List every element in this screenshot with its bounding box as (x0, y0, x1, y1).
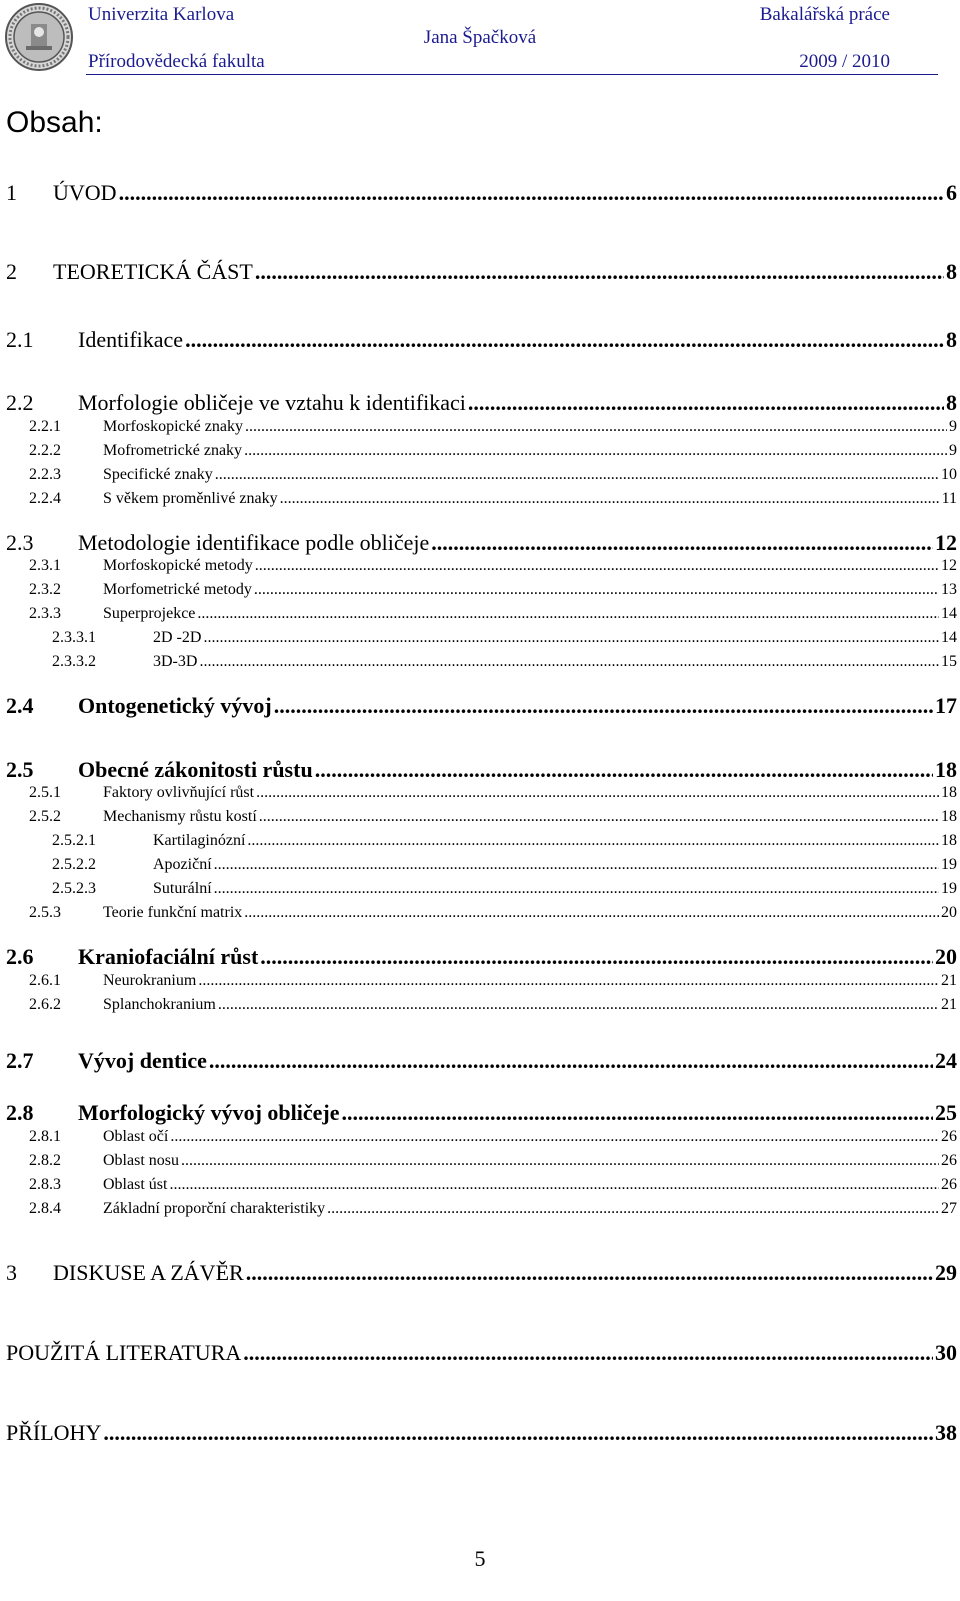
toc-entry-label: TEORETICKÁ ČÁST (53, 259, 253, 284)
toc-entry[interactable] (0, 557, 957, 581)
toc-entry-page: 12 (941, 557, 957, 574)
toc-entry-page: 18 (941, 808, 957, 825)
toc-entry-page: 26 (941, 1152, 957, 1169)
toc-entry-label: Morfologický vývoj obličeje (78, 1100, 340, 1125)
toc-leader-dots (255, 259, 944, 285)
header-divider (86, 74, 938, 75)
toc-entry-label: Oblast úst (103, 1176, 168, 1193)
toc-leader-dots (203, 629, 939, 647)
toc-entry-page: 8 (946, 259, 957, 284)
toc-entry-label: Obecné zákonitosti růstu (78, 757, 313, 782)
toc-entry-number: 2.8.2 (29, 1152, 61, 1169)
toc-entry-label: Základní proporční charakteristiky (103, 1200, 326, 1217)
toc-entry-label: 2D -2D (153, 629, 202, 646)
toc-leader-dots (431, 530, 933, 556)
toc-entry-number: 2.3.3.2 (52, 653, 96, 670)
toc-entry-number: 2.3 (6, 530, 34, 555)
toc-entry[interactable] (0, 784, 957, 808)
toc-entry-page: 10 (941, 466, 957, 483)
toc-entry-label: Morfologie obličeje ve vztahu k identifikaci (78, 390, 466, 415)
toc-entry-page: 14 (941, 605, 957, 622)
toc-entry-page: 8 (946, 327, 957, 352)
toc-leader-dots (198, 972, 939, 990)
toc-entry-label: Ontogenetický vývoj (78, 693, 272, 718)
toc-entry-label: Morfoskopické metody (103, 557, 253, 574)
toc-entry-label: DISKUSE A ZÁVĚR (53, 1260, 244, 1285)
toc-entry-page: 29 (935, 1260, 957, 1285)
toc-entry-label: ÚVOD (53, 180, 117, 205)
toc-leader-dots (215, 466, 939, 484)
toc-entry-page: 24 (935, 1048, 957, 1073)
toc-entry[interactable] (0, 1100, 957, 1124)
toc-entry-page: 25 (935, 1100, 957, 1125)
toc-entry-number: 2.6 (6, 944, 34, 969)
toc-entry-label: Oblast nosu (103, 1152, 179, 1169)
toc-entry-number: 2.3.3 (29, 605, 61, 622)
toc-entry-number: 2.2.1 (29, 418, 61, 435)
toc-entry-label: 3D-3D (153, 653, 198, 670)
toc-entry-page: 18 (941, 784, 957, 801)
toc-entry-page: 21 (941, 972, 957, 989)
toc-leader-dots (197, 605, 939, 623)
toc-entry-page: 27 (941, 1200, 957, 1217)
toc-leader-dots (185, 327, 944, 353)
toc-entry[interactable] (0, 1200, 957, 1224)
toc-leader-dots (103, 1420, 933, 1446)
toc-entry-label: Superprojekce (103, 605, 196, 622)
toc-leader-dots (218, 996, 939, 1014)
toc-entry-label: Vývoj dentice (78, 1048, 207, 1073)
toc-leader-dots (315, 757, 933, 783)
toc-leader-dots (214, 880, 939, 898)
toc-entry[interactable] (0, 693, 957, 717)
toc-entry-label: Suturální (153, 880, 212, 897)
toc-leader-dots (280, 490, 940, 508)
toc-entry-label: Faktory ovlivňující růst (103, 784, 255, 801)
toc-leader-dots (256, 784, 939, 802)
toc-entry-number: 2.2 (6, 390, 34, 415)
toc-leader-dots (119, 180, 944, 206)
toc-leader-dots (327, 1200, 939, 1218)
toc-entry-label: Identifikace (78, 327, 184, 352)
toc-leader-dots (243, 1340, 933, 1366)
toc-entry-page: 18 (935, 757, 957, 782)
toc-entry-page: 30 (935, 1340, 957, 1365)
toc-entry[interactable] (0, 1128, 957, 1152)
toc-entry[interactable] (0, 1340, 957, 1364)
toc-entry[interactable] (0, 327, 957, 351)
toc-entry-number: 2.5.2 (29, 808, 61, 825)
toc-entry-number: 2.6.2 (29, 996, 61, 1013)
toc-entry-label: PŘÍLOHY (6, 1420, 102, 1445)
toc-entry-page: 20 (935, 944, 957, 969)
toc-entry-number: 2.5.3 (29, 904, 61, 921)
toc-entry-number: 2.4 (6, 693, 34, 718)
toc-entry[interactable] (0, 996, 957, 1020)
toc-entry-label: Apoziční (153, 856, 212, 873)
toc-leader-dots (274, 693, 933, 719)
toc-entry[interactable] (0, 856, 957, 880)
toc-entry-number: 2 (6, 259, 17, 284)
header-year: 2009 / 2010 (799, 51, 890, 72)
toc-entry-page: 12 (935, 530, 957, 555)
toc-entry-number: 2.5.2.3 (52, 880, 96, 897)
toc-entry[interactable] (0, 972, 957, 996)
toc-entry-label: Kartilaginózní (153, 832, 246, 849)
toc-entry[interactable] (0, 1152, 957, 1176)
toc-entry-number: 2.5 (6, 757, 34, 782)
toc-entry[interactable] (0, 1048, 957, 1072)
toc-entry-label: POUŽITÁ LITERATURA (6, 1340, 242, 1365)
toc-entry-label: Specifické znaky (103, 466, 213, 483)
toc-entry[interactable] (0, 605, 957, 629)
toc-entry-label: Mofrometrické znaky (103, 442, 243, 459)
toc-leader-dots (244, 904, 939, 922)
toc-entry-number: 2.2.4 (29, 490, 61, 507)
toc-entry-label: Teorie funkční matrix (103, 904, 243, 921)
toc-entry-page: 19 (941, 856, 957, 873)
toc-entry-label: Neurokranium (103, 972, 197, 989)
toc-entry-page: 9 (949, 442, 957, 459)
toc-leader-dots (209, 1048, 933, 1074)
toc-leader-dots (247, 832, 939, 850)
toc-entry-number: 2.3.2 (29, 581, 61, 598)
toc-entry-page: 6 (946, 180, 957, 205)
toc-entry[interactable] (0, 653, 957, 677)
toc-entry-page: 14 (941, 629, 957, 646)
toc-entry-number: 2.2.2 (29, 442, 61, 459)
toc-entry-label: Oblast očí (103, 1128, 169, 1145)
toc-entry[interactable] (0, 581, 957, 605)
toc-entry-number: 2.8.4 (29, 1200, 61, 1217)
header-author: Jana Špačková (423, 27, 537, 48)
toc-entry-number: 2.8.3 (29, 1176, 61, 1193)
toc-entry[interactable] (0, 390, 957, 414)
toc-entry-page: 26 (941, 1176, 957, 1193)
toc-entry[interactable] (0, 490, 957, 514)
toc-entry[interactable] (0, 1420, 957, 1444)
toc-entry-page: 8 (946, 390, 957, 415)
toc-entry-number: 2.6.1 (29, 972, 61, 989)
toc-entry-number: 2.7 (6, 1048, 34, 1073)
toc-entry[interactable] (0, 880, 957, 904)
toc-entry-page: 11 (941, 490, 957, 507)
toc-leader-dots (246, 1260, 933, 1286)
toc-entry[interactable] (0, 944, 957, 968)
toc-entry-page: 18 (941, 832, 957, 849)
toc-leader-dots (245, 418, 947, 436)
toc-entry-number: 2.8 (6, 1100, 34, 1125)
header-faculty: Přírodovědecká fakulta (88, 51, 265, 72)
toc-entry[interactable] (0, 904, 957, 928)
toc-entry-number: 2.8.1 (29, 1128, 61, 1145)
toc-entry[interactable] (0, 1176, 957, 1200)
toc-entry[interactable] (0, 832, 957, 856)
toc-entry-number: 2.5.2.1 (52, 832, 96, 849)
toc-entry[interactable] (0, 1260, 957, 1284)
toc-entry-page: 15 (941, 653, 957, 670)
toc-leader-dots (170, 1128, 939, 1146)
toc-entry-number: 2.2.3 (29, 466, 61, 483)
toc-leader-dots (255, 557, 939, 575)
toc-leader-dots (199, 653, 939, 671)
toc-entry-page: 9 (949, 418, 957, 435)
toc-entry-number: 2.1 (6, 327, 34, 352)
toc-entry-page: 21 (941, 996, 957, 1013)
header-thesis-type: Bakalářská práce (759, 4, 890, 25)
toc-entry[interactable] (0, 629, 957, 653)
page-header (0, 0, 960, 80)
toc-entry-page: 38 (935, 1420, 957, 1445)
toc-entry-number: 2.3.3.1 (52, 629, 96, 646)
toc-entry-label: Morfoskopické znaky (103, 418, 243, 435)
toc-leader-dots (214, 856, 939, 874)
toc-entry[interactable] (0, 180, 957, 204)
toc-entry-label: Kraniofaciální růst (78, 944, 259, 969)
toc-entry-label: Mechanismy růstu kostí (103, 808, 257, 825)
toc-leader-dots (468, 390, 944, 416)
toc-entry-number: 2.3.1 (29, 557, 61, 574)
toc-entry-page: 20 (941, 904, 957, 921)
toc-entry-label: Metodologie identifikace podle obličeje (78, 530, 430, 555)
toc-leader-dots (244, 442, 947, 460)
toc-entry-label: Morfometrické metody (103, 581, 252, 598)
toc-entry-label: S věkem proměnlivé znaky (103, 490, 278, 507)
toc-entry-page: 19 (941, 880, 957, 897)
toc-title: Obsah: (6, 106, 103, 139)
toc-entry[interactable] (0, 442, 957, 466)
toc-leader-dots (259, 808, 939, 826)
toc-entry[interactable] (0, 530, 957, 554)
page-number: 5 (474, 1546, 486, 1571)
toc-leader-dots (169, 1176, 939, 1194)
toc-entry-page: 13 (941, 581, 957, 598)
toc-leader-dots (260, 944, 933, 970)
toc-entry[interactable] (0, 418, 957, 442)
toc-entry-number: 2.5.1 (29, 784, 61, 801)
toc-leader-dots (254, 581, 939, 599)
toc-entry-number: 3 (6, 1260, 17, 1285)
toc-entry[interactable] (0, 808, 957, 832)
toc-entry-page: 17 (935, 693, 957, 718)
toc-entry-label: Splanchokranium (103, 996, 216, 1013)
toc-entry-page: 26 (941, 1128, 957, 1145)
toc-entry[interactable] (0, 466, 957, 490)
toc-entry-number: 2.5.2.2 (52, 856, 96, 873)
toc-leader-dots (342, 1100, 934, 1126)
toc-entry[interactable] (0, 757, 957, 781)
toc-entry[interactable] (0, 259, 957, 283)
header-university: Univerzita Karlova (88, 4, 235, 25)
toc-entry-number: 1 (6, 180, 17, 205)
toc-leader-dots (181, 1152, 939, 1170)
